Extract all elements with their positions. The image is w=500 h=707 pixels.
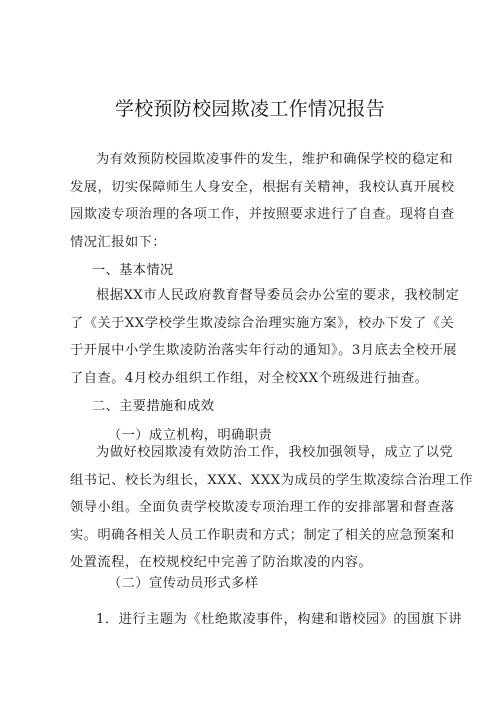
paragraph-line: 实。明确各相关人员工作职责和方式；制定了相关的应急预案和 xyxy=(70,527,455,543)
intro-line: 园欺凌专项治理的各项工作，并按照要求进行了自查。现将自查 xyxy=(70,207,455,222)
basic-situation-paragraph xyxy=(70,282,460,392)
paragraph-line: 处置流程，在校规校纪中完善了防治欺凌的内容。 xyxy=(70,555,373,570)
subheading-publicity: （二）宣传动员形式多样 xyxy=(108,576,259,591)
paragraph-line: 于开展中小学生欺凌防治落实年行动的通知》。3月底去全校开展 xyxy=(70,343,457,358)
section-heading-measures: 二、主要措施和成效 xyxy=(92,399,215,414)
paragraph-line: 为做好校园欺凌有效防治工作，我校加强领导，成立了以党 xyxy=(96,445,454,460)
intro-line: 发展，切实保障师生人身安全，根据有关精神，我校认真开展校 xyxy=(70,179,455,195)
paragraph-line: 领导小组。全面负责学校欺凌专项治理工作的安排部署和督查落 xyxy=(70,500,455,515)
intro-paragraph xyxy=(70,146,455,256)
intro-line: 情况汇报如下： xyxy=(70,234,167,250)
section-heading-basic: 一、基本情况 xyxy=(92,263,174,278)
list-item: 1．进行主题为《杜绝欺凌事件，构建和谐校园》的国旗下讲 xyxy=(96,612,463,627)
organization-paragraph xyxy=(70,439,474,577)
paragraph-line: 了《关于XX学校学生欺凌综合治理实施方案》，校办下发了《关 xyxy=(70,315,455,331)
paragraph-line: 根据XX市人民政府教育督导委员会办公室的要求，我校制定 xyxy=(96,288,460,303)
paragraph-line: 组书记、校长为组长，XXX、XXX为成员的学生欺凌综合治理工作 xyxy=(70,472,474,488)
intro-line: 为有效预防校园欺凌事件的发生，维护和确保学校的稳定和 xyxy=(96,152,454,167)
publicity-item-paragraph xyxy=(70,606,463,634)
subheading-organization: （一）成立机构，明确职责 xyxy=(108,428,273,443)
document-title: 学校预防校园欺凌工作情况报告 xyxy=(114,98,386,120)
paragraph-line: 了自查。4月校办组织工作组，对全校XX个班级进行抽查。 xyxy=(70,370,429,386)
